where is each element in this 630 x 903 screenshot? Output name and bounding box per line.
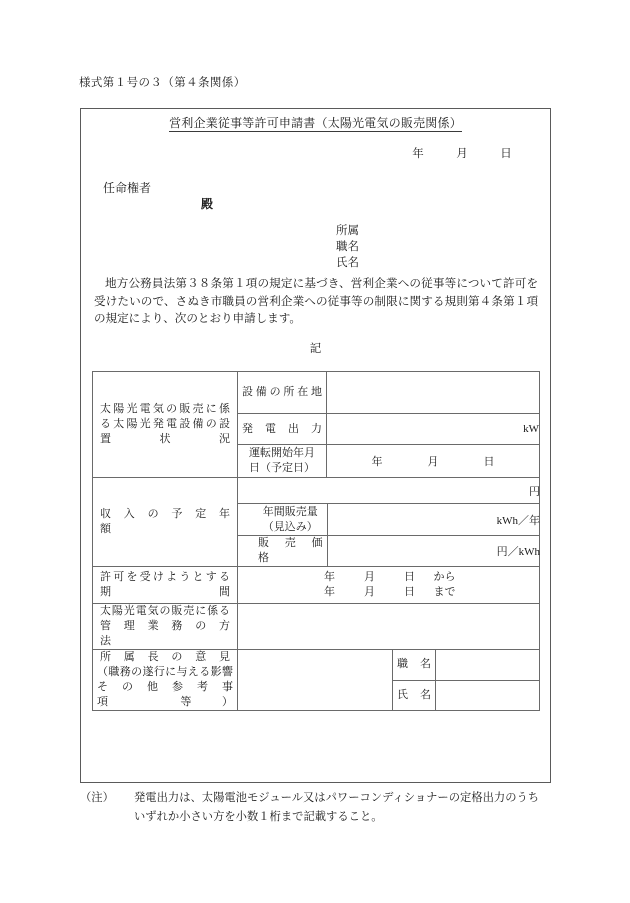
equipment-location-label: 設備の所在地	[238, 372, 327, 414]
income-inner-table	[238, 478, 540, 566]
supervisor-position-label: 職 名	[393, 650, 436, 681]
table-row-permit-period	[93, 567, 540, 604]
footnote-line-1: （注） 発電出力は、太陽電池モジュール又はパワーコンディショナーの定格出力のうち	[80, 789, 558, 808]
permit-period-label: 許可を受けようとする 期 間	[93, 567, 238, 604]
applicant-block	[336, 223, 359, 271]
supervisor-name-label: 氏 名	[393, 680, 436, 711]
period-to-suffix: まで	[433, 586, 456, 598]
income-sales-price-row	[238, 536, 540, 567]
management-method-value[interactable]	[238, 604, 540, 650]
power-output-label: 発 電 出 力	[238, 414, 327, 445]
income-total-unit[interactable]: 円	[529, 485, 541, 498]
period-from-year: 年	[324, 570, 335, 583]
table-row-income	[93, 478, 540, 567]
ki-marker: 記	[309, 343, 322, 355]
start-date-year: 年	[371, 456, 383, 468]
start-date-month: 月	[427, 456, 439, 468]
period-to-year: 年	[324, 586, 335, 598]
table-row-management-method	[93, 604, 540, 650]
footnote-tag: （注）	[80, 792, 114, 804]
operation-start-date-value[interactable]	[327, 445, 540, 478]
applicant-name-label: 氏名	[336, 257, 359, 269]
period-from-day: 日	[404, 570, 415, 583]
form-number: 様式第１号の３（第４条関係）	[79, 77, 246, 89]
submission-date-year: 年	[412, 148, 424, 160]
submission-date-month: 月	[456, 148, 468, 160]
period-to-day: 日	[404, 586, 415, 598]
permit-period-value[interactable]	[238, 567, 540, 604]
supervisor-position-value[interactable]	[436, 650, 540, 681]
supervisor-opinion-value[interactable]	[238, 650, 393, 711]
application-details-table	[92, 371, 540, 711]
applicant-affiliation-label: 所属	[336, 225, 359, 237]
period-from-month: 月	[364, 570, 375, 583]
annual-sales-volume-unit[interactable]: kWh／年	[327, 504, 540, 536]
permit-period-from	[238, 570, 539, 586]
operation-start-date-label: 運転開始年月 日（予定日）	[238, 445, 327, 478]
permit-period-to	[238, 585, 539, 601]
income-label: 収 入 の 予 定 年 額	[93, 478, 238, 567]
power-output-unit[interactable]: kW	[327, 414, 540, 445]
footnote-line-2: いずれか小さい方を小数１桁まで記載すること。	[134, 811, 383, 823]
application-form-frame	[80, 108, 551, 783]
equipment-location-value[interactable]	[327, 372, 540, 414]
addressee-honorific: 殿	[201, 197, 214, 211]
income-total-row	[238, 478, 540, 504]
addressee-label: 任命権者	[103, 181, 152, 195]
supervisor-opinion-label: 所 属 長 の 意 見 （職務の遂行に与える影響 そ の 他 参 考 事 項 等）	[93, 650, 238, 711]
period-from-suffix: から	[433, 570, 456, 583]
table-row-equipment-location	[93, 372, 540, 414]
income-detail-group	[238, 478, 540, 567]
sales-price-label: 販 売 価 格	[254, 536, 327, 567]
period-to-month: 月	[364, 586, 375, 598]
management-method-label: 太陽光電気の販売に係る 管 理 業 務 の 方 法	[93, 604, 238, 650]
applicant-position-label: 職名	[336, 241, 359, 253]
income-annual-volume-row	[238, 504, 540, 536]
annual-sales-volume-label: 年間販売量 （見込み）	[254, 504, 327, 536]
application-body-text: 地方公務員法第３８条第１項の規定に基づき、営利企業への従事等について許可を受けたいので、さぬき市職員の営利企業への従事等の制限に関する規則第４条第１項の規定により、次のとおり申請します。	[94, 277, 538, 325]
sales-price-unit[interactable]: 円／kWh	[327, 536, 540, 567]
table-row-supervisor-opinion	[93, 650, 540, 681]
start-date-day: 日	[483, 456, 495, 468]
equipment-status-label: 太陽光電気の販売に係 る太陽光発電設備の設 置 状 況	[93, 372, 238, 478]
form-title: 営利企業従事等許可申請書（太陽光電気の販売関係）	[169, 116, 462, 130]
income-indent-spacer-2	[238, 536, 254, 567]
submission-date-day: 日	[500, 148, 512, 160]
footnote	[80, 789, 558, 827]
supervisor-name-value[interactable]	[436, 680, 540, 711]
submission-date-line	[81, 145, 528, 161]
